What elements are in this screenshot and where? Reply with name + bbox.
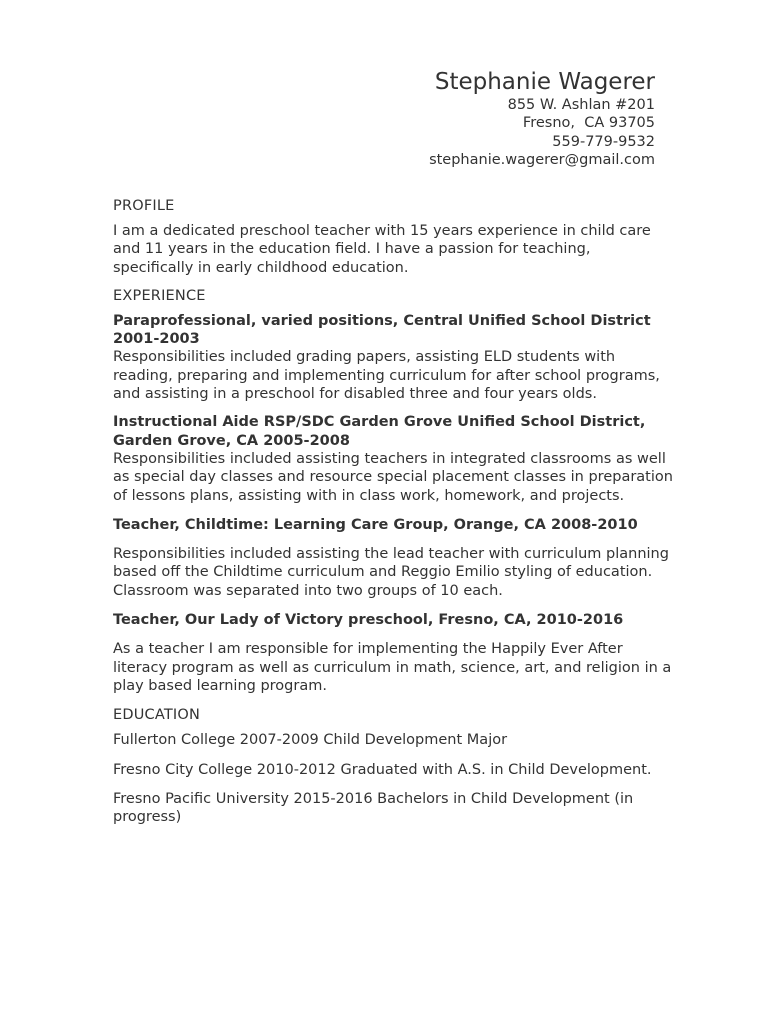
address-line-2: Fresno, CA 93705 (522, 115, 655, 132)
job-entry (113, 516, 673, 600)
job-title: Paraprofessional, varied positions, Central Unified School District 2001-2003 (113, 312, 651, 348)
phone-number: 559-779-9532 (552, 133, 655, 150)
resume-header (429, 68, 655, 169)
resume-body (113, 197, 673, 826)
job-title: Teacher, Our Lady of Victory preschool, Fresno, CA, 2010-2016 (113, 612, 624, 629)
job-title: Instructional Aide RSP/SDC Garden Grove Unified School District, Garden Grove, CA 2005-2008 (113, 414, 646, 449)
education-entry: Fresno Pacific University 2015-2016 Bachelors in Child Development (in progress) (113, 790, 634, 826)
job-description: Responsibilities included grading papers, assisting ELD students with reading, preparing and implementing curriculum for after school programs, and assisting in a preschool for disabled three and four years olds. (113, 349, 660, 403)
profile-heading: PROFILE (113, 198, 175, 214)
experience-heading: EXPERIENCE (113, 287, 206, 304)
candidate-name: Stephanie Wagerer (434, 69, 655, 95)
address-line-1: 855 W. Ashlan #201 (507, 97, 655, 113)
education-entry: Fresno City College 2010-2012 Graduated with A.S. in Child Development. (113, 761, 652, 778)
job-description: As a teacher I am responsible for implementing the Happily Ever After literacy program as well as curriculum in math, science, art, and religion in a play based learning program. (113, 641, 672, 694)
job-entry (113, 312, 673, 403)
education-heading: EDUCATION (113, 707, 201, 724)
job-entry (113, 611, 673, 695)
job-description: Responsibilities included assisting the lead teacher with curriculum planning based off the Childtime curriculum and Reggio Emilio styling of education. Classroom was separated into two groups of 10 each. (113, 546, 669, 599)
education-section (113, 706, 673, 826)
job-description: Responsibilities included assisting teachers in integrated classrooms as well as special day classes and resource special placement classes in preparation of lessons plans, assisting with in class work, homework, and projects. (113, 450, 673, 504)
experience-section (113, 287, 673, 695)
education-entry: Fullerton College 2007-2009 Child Development Major (113, 732, 508, 749)
job-title: Teacher, Childtime: Learning Care Group, Orange, CA 2008-2010 (113, 516, 638, 533)
profile-section (113, 197, 673, 277)
email-address: stephanie.wagerer@gmail.com (429, 151, 655, 168)
profile-text: I am a dedicated preschool teacher with 15 years experience in child care and 11 years in the education field. I have a passion for teaching, specifically in early childhood education. (113, 223, 651, 276)
job-entry (113, 413, 673, 504)
